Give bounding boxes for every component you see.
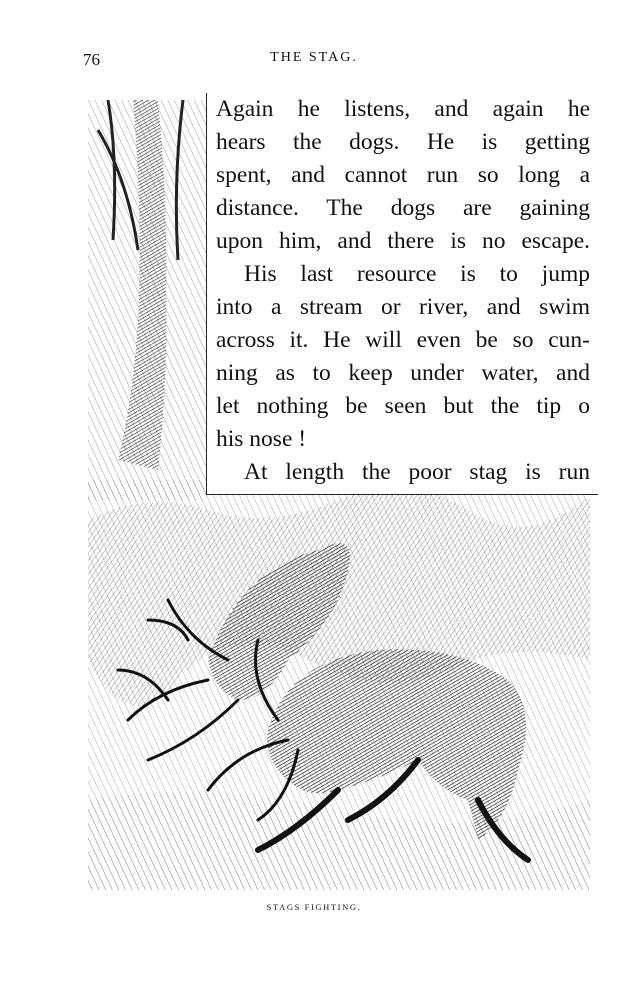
text-line: Again he listens, and again he bbox=[216, 96, 590, 122]
text-line: his nose ! bbox=[216, 426, 307, 452]
text-line: across it. He will even be so cun- bbox=[216, 327, 590, 353]
text-line: ning as to keep under water, and bbox=[216, 360, 590, 386]
page-number: 76 bbox=[83, 50, 100, 69]
text-line: upon him, and there is no escape. bbox=[216, 228, 590, 254]
running-title: THE STAG. bbox=[270, 50, 358, 65]
text-line: let nothing be seen but the tip o bbox=[216, 393, 590, 419]
text-line: hears the dogs. He is getting bbox=[216, 129, 590, 155]
text-line: spent, and cannot run so long a bbox=[216, 162, 590, 188]
text-line: into a stream or river, and swim bbox=[216, 294, 590, 320]
figure-caption: STAGS FIGHTING. bbox=[266, 902, 362, 912]
text-line: distance. The dogs are gaining bbox=[216, 195, 590, 221]
text-line: His last resource is to jump bbox=[244, 261, 590, 287]
text-line: At length the poor stag is run bbox=[244, 459, 590, 485]
